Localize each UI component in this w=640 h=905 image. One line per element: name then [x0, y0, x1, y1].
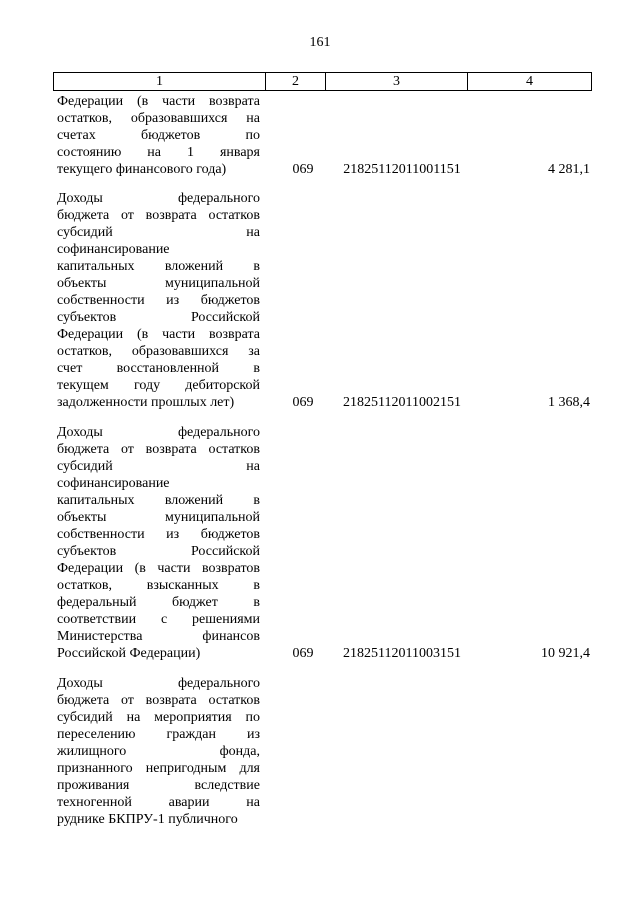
header-col-1: 1: [54, 73, 266, 90]
description-line: Федерации (в части возврата: [57, 327, 260, 342]
description-line: объекты муниципальной: [57, 510, 260, 525]
row-code: 069: [292, 395, 314, 410]
description-line: софинансирование: [57, 242, 170, 257]
description-line: счетах бюджетов по: [57, 128, 260, 143]
description-line: объекты муниципальной: [57, 276, 260, 291]
header-col-4: 4: [526, 74, 533, 89]
header-col-2: 2: [266, 73, 326, 90]
row-amount: 10 921,4: [541, 646, 590, 661]
description-line: субъектов Российской: [57, 310, 260, 325]
description-line: счет восстановленной в: [57, 361, 260, 376]
row-amount: 1 368,4: [548, 395, 590, 410]
description-line: субсидий на: [57, 225, 260, 240]
row-description: [57, 424, 260, 662]
description-line: Доходы федерального: [57, 676, 260, 691]
description-line: капитальных вложений в: [57, 493, 260, 508]
description-line: собственности из бюджетов: [57, 527, 260, 542]
description-line: субъектов Российской: [57, 544, 260, 559]
row-amount: 4 281,1: [548, 162, 590, 177]
row-code: 069: [292, 162, 314, 177]
description-line: собственности из бюджетов: [57, 293, 260, 308]
description-line: софинансирование: [57, 476, 170, 491]
table-row: [57, 93, 590, 178]
table-row: [57, 424, 590, 662]
table-row: [57, 190, 590, 411]
row-kbk: 21825112011001151: [343, 162, 461, 177]
description-line: жилищного фонда,: [57, 744, 260, 759]
description-line: Министерства финансов: [57, 629, 260, 644]
description-line: соответствии с решениями: [57, 612, 260, 627]
description-line: признанного непригодным для: [57, 761, 260, 776]
description-line: текущем году дебиторской: [57, 378, 260, 393]
description-line: субсидий на: [57, 459, 260, 474]
row-description: [57, 675, 260, 828]
description-line: бюджета от возврата остатков: [57, 442, 260, 457]
description-line: Российской Федерации): [57, 646, 201, 661]
description-line: руднике БКПРУ-1 публичного: [57, 812, 238, 827]
description-line: проживания вследствие: [57, 778, 260, 793]
row-kbk: 21825112011002151: [343, 395, 461, 410]
description-line: задолженности прошлых лет): [57, 395, 235, 410]
description-line: бюджета от возврата остатков: [57, 693, 260, 708]
table-header: [53, 72, 592, 91]
description-line: состоянию на 1 января: [57, 145, 260, 160]
header-col-3: 3: [326, 73, 468, 90]
description-line: субсидий на мероприятия по: [57, 710, 260, 725]
page-number: 161: [309, 35, 331, 50]
description-line: Федерации (в части возврата: [57, 94, 260, 109]
row-code: 069: [292, 646, 314, 661]
description-line: Федерации (в части возвратов: [57, 561, 260, 576]
description-line: переселению граждан из: [57, 727, 260, 742]
description-line: Доходы федерального: [57, 425, 260, 440]
table-row: [57, 675, 590, 828]
description-line: текущего финансового года): [57, 162, 227, 177]
description-line: остатков, образовавшихся за: [57, 344, 260, 359]
row-kbk: 21825112011003151: [343, 646, 461, 661]
description-line: Доходы федерального: [57, 191, 260, 206]
description-line: федеральный бюджет в: [57, 595, 260, 610]
description-line: бюджета от возврата остатков: [57, 208, 260, 223]
description-line: техногенной аварии на: [57, 795, 260, 810]
row-description: [57, 190, 260, 411]
description-line: капитальных вложений в: [57, 259, 260, 274]
description-line: остатков, взысканных в: [57, 578, 260, 593]
row-description: [57, 93, 260, 178]
description-line: остатков, образовавшихся на: [57, 111, 260, 126]
